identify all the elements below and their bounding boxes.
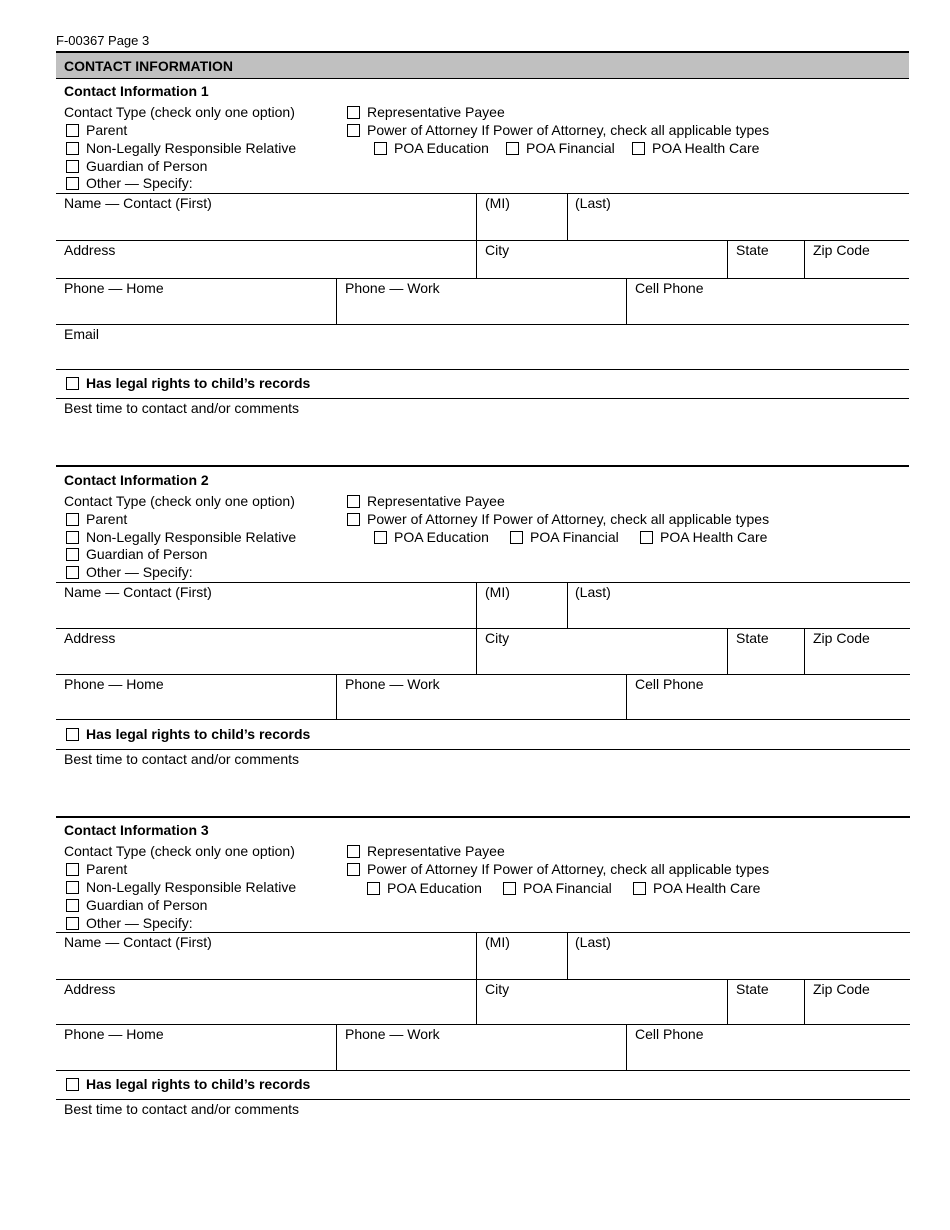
divider [626, 278, 627, 324]
divider [727, 628, 728, 674]
legal-rights-label: Has legal rights to child’s records [86, 1076, 311, 1092]
parent-checkbox[interactable] [66, 863, 79, 876]
legal-rights-checkbox[interactable] [66, 1078, 79, 1091]
divider [56, 719, 910, 720]
rep-payee-label: Representative Payee [367, 104, 505, 120]
divider [56, 240, 909, 241]
city-field[interactable]: City [485, 242, 510, 258]
relative-checkbox[interactable] [66, 142, 79, 155]
divider [56, 1070, 910, 1071]
divider [56, 674, 910, 675]
divider [626, 674, 627, 719]
option-label: Guardian of Person [86, 546, 208, 562]
mi-field[interactable]: (MI) [485, 934, 510, 950]
relative-checkbox[interactable] [66, 881, 79, 894]
section-divider [56, 465, 909, 467]
divider [567, 193, 568, 240]
section-header [56, 51, 909, 79]
divider [804, 979, 805, 1024]
poa-label: Power of Attorney If Power of Attorney, check all applicable types [367, 122, 770, 138]
divider [567, 582, 568, 628]
option-label: Guardian of Person [86, 158, 208, 174]
poa-education-label: POA Education [387, 880, 482, 896]
divider [56, 582, 910, 583]
state-field[interactable]: State [736, 630, 769, 646]
poa-education-checkbox[interactable] [374, 531, 387, 544]
poa-checkbox[interactable] [347, 513, 360, 526]
other-checkbox[interactable] [66, 566, 79, 579]
rep-payee-label: Representative Payee [367, 493, 505, 509]
comments-field[interactable]: Best time to contact and/or comments [64, 1101, 299, 1117]
divider [56, 398, 909, 399]
contact-type-label: Contact Type (check only one option) [64, 493, 295, 509]
divider [56, 749, 910, 750]
legal-rights-checkbox[interactable] [66, 728, 79, 741]
guardian-checkbox[interactable] [66, 899, 79, 912]
guardian-checkbox[interactable] [66, 548, 79, 561]
divider [56, 628, 910, 629]
rep-payee-checkbox[interactable] [347, 845, 360, 858]
divider [626, 1024, 627, 1070]
form-id: F-00367 Page 3 [56, 33, 150, 48]
poa-health-care-checkbox[interactable] [640, 531, 653, 544]
cell-phone-field[interactable]: Cell Phone [635, 676, 704, 692]
legal-rights-checkbox[interactable] [66, 377, 79, 390]
divider [56, 193, 909, 194]
contact-title: Contact Information 3 [64, 822, 209, 838]
divider [727, 979, 728, 1024]
first-name-field[interactable]: Name — Contact (First) [64, 934, 212, 950]
first-name-field[interactable]: Name — Contact (First) [64, 584, 212, 600]
poa-checkbox[interactable] [347, 124, 360, 137]
poa-checkbox[interactable] [347, 863, 360, 876]
contact-type-label: Contact Type (check only one option) [64, 104, 295, 120]
poa-education-checkbox[interactable] [374, 142, 387, 155]
phone-work-field[interactable]: Phone — Work [345, 1026, 440, 1042]
relative-checkbox[interactable] [66, 531, 79, 544]
poa-health-care-label: POA Health Care [652, 140, 760, 156]
last-name-field[interactable]: (Last) [575, 195, 611, 211]
option-label: Other — Specify: [86, 175, 193, 191]
legal-rights-label: Has legal rights to child’s records [86, 375, 311, 391]
state-field[interactable]: State [736, 242, 769, 258]
zip-field[interactable]: Zip Code [813, 242, 870, 258]
option-label: Other — Specify: [86, 915, 193, 931]
poa-financial-label: POA Financial [523, 880, 612, 896]
last-name-field[interactable]: (Last) [575, 934, 611, 950]
mi-field[interactable]: (MI) [485, 195, 510, 211]
address-field[interactable]: Address [64, 630, 116, 646]
poa-financial-checkbox[interactable] [503, 882, 516, 895]
divider [56, 324, 909, 325]
option-label: Parent [86, 122, 128, 138]
rep-payee-checkbox[interactable] [347, 106, 360, 119]
poa-health-care-label: POA Health Care [653, 880, 761, 896]
option-label: Non-Legally Responsible Relative [86, 140, 297, 156]
state-field[interactable]: State [736, 981, 769, 997]
poa-education-label: POA Education [394, 140, 489, 156]
rep-payee-checkbox[interactable] [347, 495, 360, 508]
contact-type-label: Contact Type (check only one option) [64, 843, 295, 859]
poa-education-label: POA Education [394, 529, 489, 545]
city-field[interactable]: City [485, 981, 510, 997]
option-label: Guardian of Person [86, 897, 208, 913]
divider [56, 1099, 910, 1100]
phone-work-field[interactable]: Phone — Work [345, 676, 440, 692]
option-label: Other — Specify: [86, 564, 193, 580]
option-label: Non-Legally Responsible Relative [86, 529, 297, 545]
divider [56, 369, 909, 370]
other-checkbox[interactable] [66, 177, 79, 190]
poa-financial-label: POA Financial [526, 140, 615, 156]
poa-financial-checkbox[interactable] [506, 142, 519, 155]
poa-education-checkbox[interactable] [367, 882, 380, 895]
legal-rights-label: Has legal rights to child’s records [86, 726, 311, 742]
divider [336, 1024, 337, 1070]
parent-checkbox[interactable] [66, 513, 79, 526]
rep-payee-label: Representative Payee [367, 843, 505, 859]
poa-financial-label: POA Financial [530, 529, 619, 545]
cell-phone-field[interactable]: Cell Phone [635, 280, 704, 296]
divider [56, 979, 910, 980]
poa-financial-checkbox[interactable] [510, 531, 523, 544]
address-field[interactable]: Address [64, 242, 116, 258]
guardian-checkbox[interactable] [66, 160, 79, 173]
option-label: Parent [86, 511, 128, 527]
poa-label: Power of Attorney If Power of Attorney, check all applicable types [367, 511, 770, 527]
divider [336, 278, 337, 324]
option-label: Non-Legally Responsible Relative [86, 879, 297, 895]
address-field[interactable]: Address [64, 981, 116, 997]
section-divider [56, 816, 910, 818]
divider [56, 932, 910, 933]
section-title: CONTACT INFORMATION [64, 58, 234, 74]
last-name-field[interactable]: (Last) [575, 584, 611, 600]
divider [56, 1024, 910, 1025]
divider [56, 278, 909, 279]
poa-health-care-checkbox[interactable] [633, 882, 646, 895]
phone-work-field[interactable]: Phone — Work [345, 280, 440, 296]
parent-checkbox[interactable] [66, 124, 79, 137]
divider [727, 240, 728, 278]
poa-label: Power of Attorney If Power of Attorney, check all applicable types [367, 861, 770, 877]
mi-field[interactable]: (MI) [485, 584, 510, 600]
cell-phone-field[interactable]: Cell Phone [635, 1026, 704, 1042]
contact-title: Contact Information 1 [64, 83, 209, 99]
contact-title: Contact Information 2 [64, 472, 209, 488]
divider [476, 193, 477, 278]
other-checkbox[interactable] [66, 917, 79, 930]
divider [336, 674, 337, 719]
comments-field[interactable]: Best time to contact and/or comments [64, 751, 299, 767]
phone-home-field[interactable]: Phone — Home [64, 1026, 164, 1042]
city-field[interactable]: City [485, 630, 510, 646]
zip-field[interactable]: Zip Code [813, 981, 870, 997]
poa-health-care-label: POA Health Care [660, 529, 768, 545]
zip-field[interactable]: Zip Code [813, 630, 870, 646]
divider [476, 932, 477, 1024]
comments-field[interactable]: Best time to contact and/or comments [64, 400, 299, 416]
email-field[interactable]: Email [64, 326, 100, 342]
divider [804, 628, 805, 674]
phone-home-field[interactable]: Phone — Home [64, 676, 164, 692]
poa-health-care-checkbox[interactable] [632, 142, 645, 155]
first-name-field[interactable]: Name — Contact (First) [64, 195, 212, 211]
phone-home-field[interactable]: Phone — Home [64, 280, 164, 296]
divider [804, 240, 805, 278]
divider [567, 932, 568, 979]
option-label: Parent [86, 861, 128, 877]
